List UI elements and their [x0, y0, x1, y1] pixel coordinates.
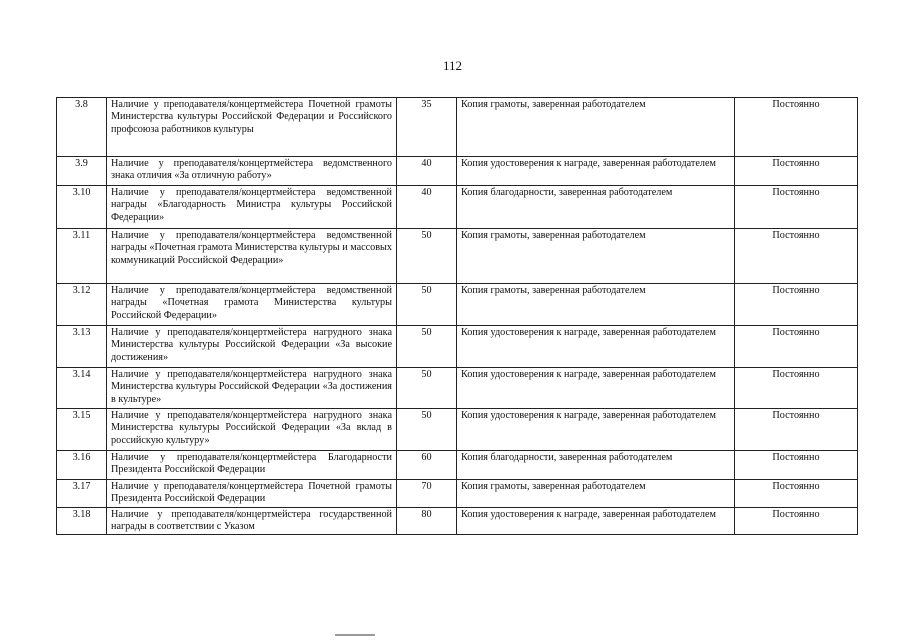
- page-number: 112: [442, 58, 463, 73]
- item-number: 3.8: [57, 98, 107, 157]
- table-row: [57, 284, 858, 326]
- table-row: [57, 157, 858, 186]
- item-number: 3.9: [57, 157, 107, 186]
- item-document: Копия удостоверения к награде, заверенная работодателем: [457, 368, 735, 409]
- item-period: Постоянно: [735, 508, 858, 535]
- item-document: Копия удостоверения к награде, заверенная работодателем: [457, 508, 735, 535]
- item-number: 3.12: [57, 284, 107, 326]
- item-points: 50: [397, 326, 457, 368]
- item-number: 3.10: [57, 186, 107, 229]
- item-number: 3.18: [57, 508, 107, 535]
- item-period: Постоянно: [735, 326, 858, 368]
- item-number: 3.13: [57, 326, 107, 368]
- table-row: [57, 409, 858, 451]
- item-description: Наличие у преподавателя/концертмейстера Благодарности Президента Российской Федерации: [107, 451, 397, 480]
- item-document: Копия грамоты, заверенная работодателем: [457, 98, 735, 157]
- item-number: 3.17: [57, 480, 107, 508]
- item-period: Постоянно: [735, 409, 858, 451]
- table-row: [57, 326, 858, 368]
- item-document: Копия грамоты, заверенная работодателем: [457, 229, 735, 284]
- item-description: Наличие у преподавателя/концертмейстера ведомственной награды «Благодарность Министра культуры Российской Федерации»: [107, 186, 397, 229]
- item-period: Постоянно: [735, 229, 858, 284]
- item-document: Копия благодарности, заверенная работодателем: [457, 451, 735, 480]
- item-document: Копия удостоверения к награде, заверенная работодателем: [457, 409, 735, 451]
- table-row: [57, 451, 858, 480]
- item-points: 40: [397, 186, 457, 229]
- item-description: Наличие у преподавателя/концертмейстера нагрудного знака Министерства культуры Российской Федерации «За достижения в культуре»: [107, 368, 397, 409]
- item-points: 50: [397, 284, 457, 326]
- item-description: Наличие у преподавателя/концертмейстера ведомственного знака отличия «За отличную работу»: [107, 157, 397, 186]
- item-description: Наличие у преподавателя/концертмейстера ведомственной награды «Почетная грамота Министерства культуры и массовых коммуникаций Российской Федерации»: [107, 229, 397, 284]
- item-description: Наличие у преподавателя/концертмейстера Почетной грамоты Министерства культуры Российской Федерации и Российского профсоюза работников культуры: [107, 98, 397, 157]
- item-period: Постоянно: [735, 98, 858, 157]
- criteria-table: [56, 97, 858, 535]
- item-document: Копия благодарности, заверенная работодателем: [457, 186, 735, 229]
- item-document: Копия грамоты, заверенная работодателем: [457, 284, 735, 326]
- item-points: 50: [397, 368, 457, 409]
- table-row: [57, 186, 858, 229]
- item-description: Наличие у преподавателя/концертмейстера нагрудного знака Министерства культуры Российской Федерации «За высокие достижения»: [107, 326, 397, 368]
- item-period: Постоянно: [735, 284, 858, 326]
- table-row: [57, 98, 858, 157]
- table-row: [57, 508, 858, 535]
- item-period: Постоянно: [735, 451, 858, 480]
- item-document: Копия грамоты, заверенная работодателем: [457, 480, 735, 508]
- item-number: 3.11: [57, 229, 107, 284]
- item-document: Копия удостоверения к награде, заверенная работодателем: [457, 157, 735, 186]
- item-points: 70: [397, 480, 457, 508]
- table-row: [57, 480, 858, 508]
- item-number: 3.14: [57, 368, 107, 409]
- item-period: Постоянно: [735, 157, 858, 186]
- item-number: 3.16: [57, 451, 107, 480]
- item-points: 40: [397, 157, 457, 186]
- table-row: [57, 368, 858, 409]
- table-row: [57, 229, 858, 284]
- item-points: 35: [397, 98, 457, 157]
- item-points: 50: [397, 229, 457, 284]
- item-number: 3.15: [57, 409, 107, 451]
- item-period: Постоянно: [735, 480, 858, 508]
- item-points: 50: [397, 409, 457, 451]
- item-description: Наличие у преподавателя/концертмейстера ведомственной награды «Почетная грамота Министерства культуры Российской Федерации»: [107, 284, 397, 326]
- item-points: 80: [397, 508, 457, 535]
- scan-artifact: [335, 634, 375, 636]
- item-document: Копия удостоверения к награде, заверенная работодателем: [457, 326, 735, 368]
- item-description: Наличие у преподавателя/концертмейстера нагрудного знака Министерства культуры Российской Федерации «За вклад в российскую культуру»: [107, 409, 397, 451]
- item-period: Постоянно: [735, 368, 858, 409]
- item-period: Постоянно: [735, 186, 858, 229]
- item-description: Наличие у преподавателя/концертмейстера государственной награды в соответствии с Указом: [107, 508, 397, 535]
- item-description: Наличие у преподавателя/концертмейстера Почетной грамоты Президента Российской Федерации: [107, 480, 397, 508]
- item-points: 60: [397, 451, 457, 480]
